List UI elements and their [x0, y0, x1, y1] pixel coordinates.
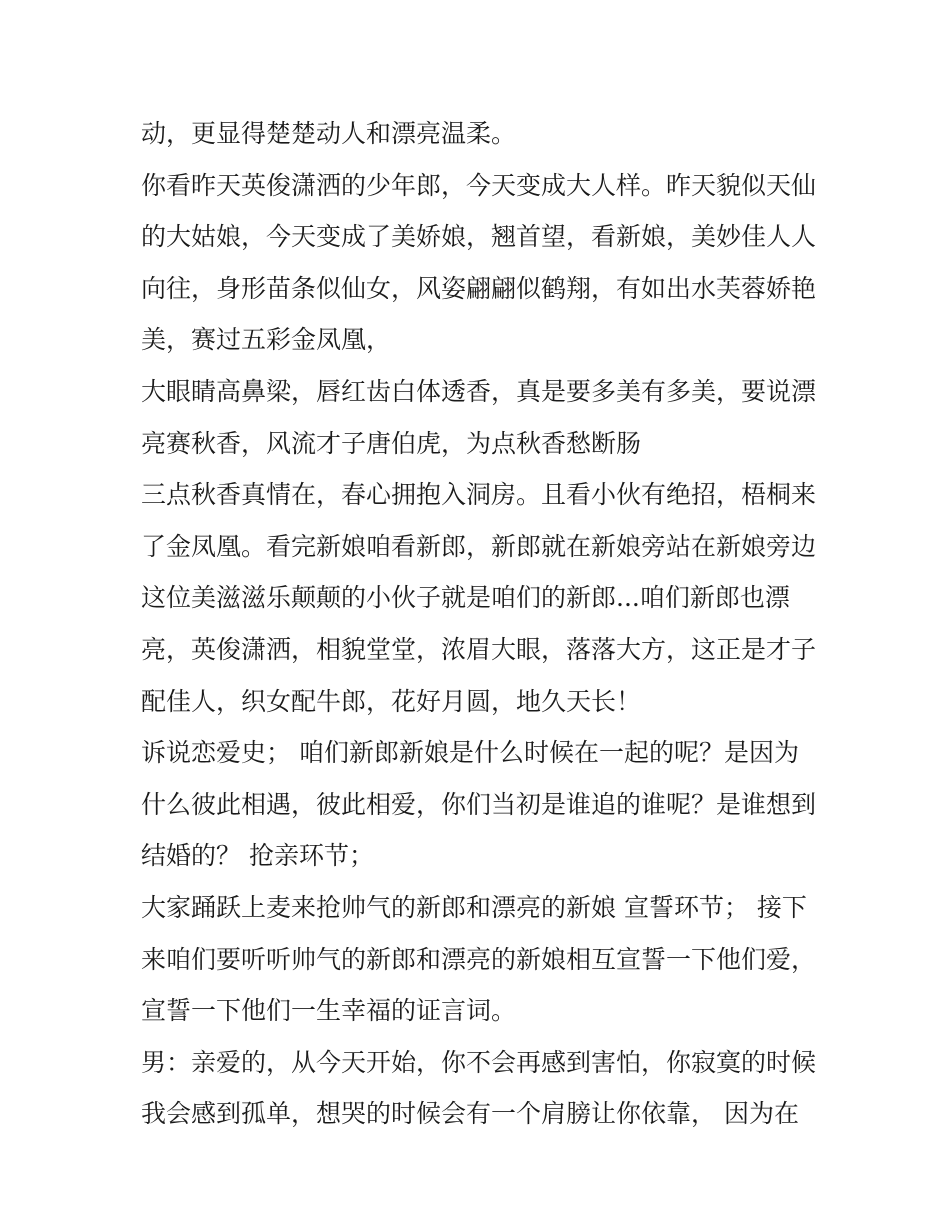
text-line: 男：亲爱的，从今天开始，你不会再感到害怕，你寂寞的时候 [141, 1047, 817, 1077]
text-line: 了金凤凰。看完新娘咱看新郎，新郎就在新娘旁站在新娘旁边 [141, 531, 817, 561]
text-line: 我会感到孤单，想哭的时候会有一个肩膀让你依靠， 因为在 [141, 1099, 799, 1129]
text-line: 动，更显得楚楚动人和漂亮温柔。 [141, 119, 517, 148]
text-line: 的大姑娘，今天变成了美娇娘，翘首望，看新娘，美妙佳人人 [141, 222, 817, 252]
text-line: 宣誓一下他们一生幸福的证言词。 [141, 996, 517, 1026]
text-line: 你看昨天英俊潇洒的少年郎，今天变成大人样。昨天貌似天仙 [141, 170, 817, 200]
text-line: 大眼睛高鼻梁，唇红齿白体透香，真是要多美有多美，要说漂 [141, 376, 817, 406]
text-line: 向往，身形苗条似仙女，风姿翩翩似鹤翔，有如出水芙蓉娇艳 [141, 273, 817, 303]
text-line: 亮，英俊潇洒，相貌堂堂，浓眉大眼，落落大方，这正是才子 [141, 634, 817, 664]
text-line: 什么彼此相遇，彼此相爱，你们当初是谁追的谁呢？是谁想到 [141, 789, 817, 819]
body-text [141, 108, 821, 1140]
text-line: 配佳人，织女配牛郎，花好月圆，地久天长！ [141, 686, 642, 716]
text-line: 这位美滋滋乐颠颠的小伙子就是咱们的新郎...咱们新郎也漂 [141, 583, 790, 613]
text-line: 来咱们要听听帅气的新郎和漂亮的新娘相互宣誓一下他们爱， [141, 944, 817, 974]
text-line: 结婚的？ 抢亲环节； [141, 841, 374, 871]
text-line: 亮赛秋香，风流才子唐伯虎，为点秋香愁断肠 [141, 428, 642, 458]
text-line: 三点秋香真情在，春心拥抱入洞房。且看小伙有绝招，梧桐来 [141, 480, 817, 510]
text-line: 美，赛过五彩金凤凰， [141, 325, 392, 355]
text-line: 诉说恋爱史； 咱们新郎新娘是什么时候在一起的呢？是因为 [141, 738, 799, 768]
text-line: 大家踊跃上麦来抢帅气的新郎和漂亮的新娘 宣誓环节； 接下 [141, 892, 807, 922]
